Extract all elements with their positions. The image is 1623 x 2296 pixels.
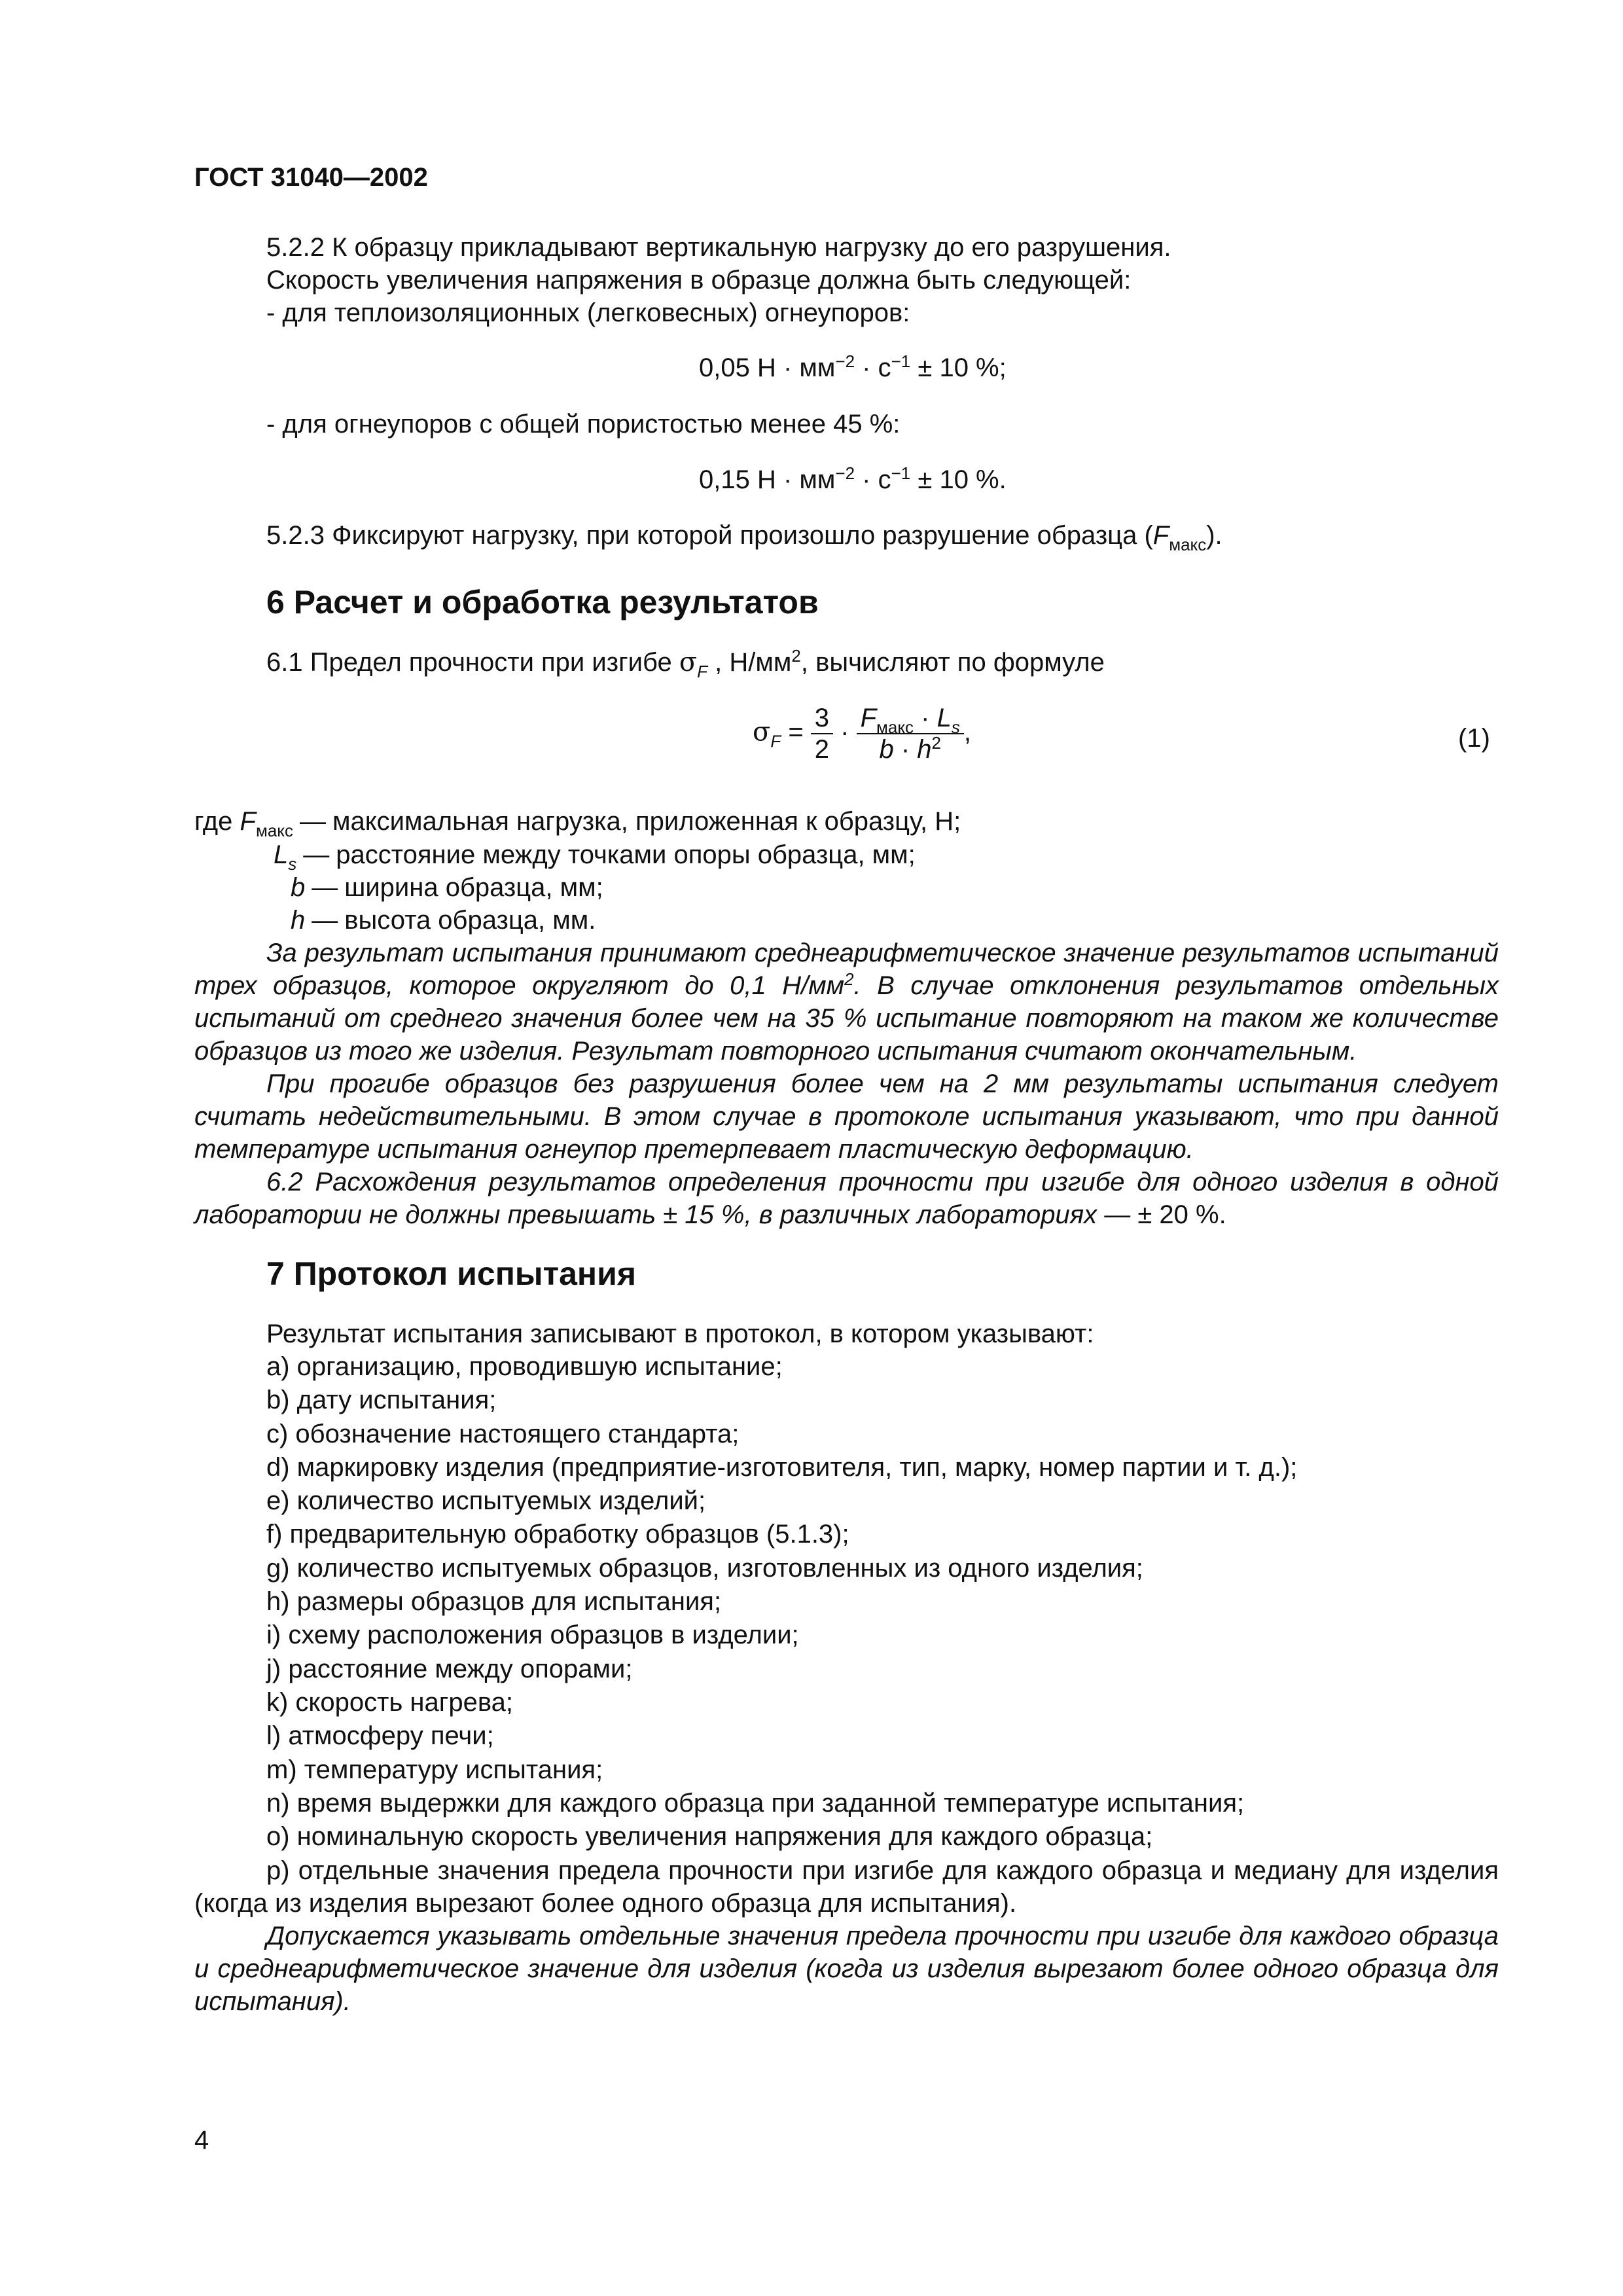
list-item: h) размеры образцов для испытания;	[266, 1587, 722, 1617]
document-code: ГОСТ 31040—2002	[194, 163, 428, 192]
rate-formula-2: 0,15 $Н \cdot мм^{-2} \cdot с^{-1} \pm 10$ %.	[699, 463, 1007, 494]
list-item: i) схему расположения образцов в изделии;	[266, 1621, 799, 1650]
legend-h: h — высота образца, мм.	[291, 906, 596, 935]
list-item: m) температуру испытания;	[266, 1755, 603, 1784]
paragraph-5-2-2-line3: - для теплоизоляционных (легковесных) огнеупоров:	[266, 298, 910, 327]
paragraph-5-2-2-line1: 5.2.2 К образцу прикладывают вертикальную нагрузку до его разрушения.	[266, 233, 1171, 262]
note-result-averaging: За результат испытания принимают среднеарифметическое значение результатов испытаний трех образцов, которое округляют до 0,1 $Н/мм^2$. В случае отклонения результатов отдельных испытаний от среднего значения более чем на 35 % испытание повторяют на таком же количестве образцов из того же изделия. Результат повторного испытания считают окончательным.	[194, 939, 1499, 1066]
protocol-intro: Результат испытания записывают в протокол, в котором указывают:	[266, 1319, 1094, 1348]
paragraph-6-1: 6.1 Предел прочности при изгибе $\sigma_F$ , $Н/мм^2$, вычисляют по формуле	[266, 646, 1105, 681]
list-item-p: p) отдельные значения предела прочности при изгибе для каждого образца и медиану для изделия (когда из изделия вырезают более одного образца для испытания).	[194, 1856, 1499, 1918]
fraction-three-halves: $\frac{3}{2}$	[811, 703, 833, 764]
paragraph-5-2-3: 5.2.3 Фиксируют нагрузку, при которой произошло разрушение образца $(F_{макс})$.	[266, 521, 1222, 554]
page-number: 4	[194, 2126, 209, 2155]
paragraph-6-2: 6.2 Расхождения результатов определения прочности при изгибе для одного изделия в одной лаборатории не должны превышать ± 15 %, в различных лабораториях — ± 20 %.	[194, 1168, 1499, 1229]
list-item: c) обозначение настоящего стандарта;	[266, 1419, 740, 1448]
formula-number: (1)	[1458, 724, 1490, 753]
protocol-list	[266, 1350, 1297, 1854]
note-deflection: При прогибе образцов без разрушения более чем на 2 мм результаты испытания следует считать недействительными. В этом случае в протоколе испытания указывают, что при данной температуре испытания огнеупор претерпевает пластическую деформацию.	[194, 1069, 1499, 1164]
protocol-note: Допускается указывать отдельные значения предела прочности при изгибе для каждого образца и среднеарифметическое значение для изделия (когда из изделия вырезают более одного образца для испытания).	[194, 1922, 1499, 2016]
list-item: k) скорость нагрева;	[266, 1687, 513, 1717]
section-6-title: 6 Расчет и обработка результатов	[266, 584, 819, 620]
list-item: f) предварительную обработку образцов (5.1.3);	[266, 1520, 849, 1549]
paragraph-5-2-2-line4: - для огнеупоров с общей пористостью менее 45 %:	[266, 410, 901, 439]
formula-1: $\sigma_F$ = $\frac{3}{2}$ · $\frac{F_{макс} \cdot L_s}{b \cdot h^2}$ ,	[753, 704, 971, 764]
legend-b: b — ширина образца, мм;	[291, 873, 603, 902]
rate-formula-1: 0,05 $Н \cdot мм^{-2} \cdot с^{-1} \pm 10$ %;	[699, 351, 1007, 382]
section-7-title: 7 Протокол испытания	[266, 1255, 637, 1292]
list-item: a) организацию, проводившую испытание;	[266, 1352, 783, 1381]
legend-ls: $L_s$ — расстояние между точками опоры образца, мм;	[274, 840, 916, 874]
list-item: b) дату испытания;	[266, 1386, 497, 1415]
list-item: e) количество испытуемых изделий;	[266, 1486, 706, 1516]
list-item: d) маркировку изделия (предприятие-изготовителя, тип, марку, номер партии и т. д.);	[266, 1452, 1298, 1482]
list-item: o) номинальную скорость увеличения напряжения для каждого образца;	[266, 1822, 1153, 1852]
legend-fmax: где $F_{макс}$ — максимальная нагрузка, приложенная к образцу, Н;	[194, 807, 961, 840]
paragraph-5-2-2-line2: Скорость увеличения напряжения в образце должна быть следующей:	[266, 266, 1132, 295]
list-item: l) атмосферу печи;	[266, 1721, 494, 1751]
list-item: j) расстояние между опорами;	[266, 1654, 633, 1683]
list-item: g) количество испытуемых образцов, изготовленных из одного изделия;	[266, 1553, 1143, 1583]
list-item: n) время выдержки для каждого образца при заданной температуре испытания;	[266, 1788, 1245, 1818]
fraction-load-span: $\frac{F_{макс} \cdot L_s}{b \cdot h^2}$	[857, 703, 964, 764]
